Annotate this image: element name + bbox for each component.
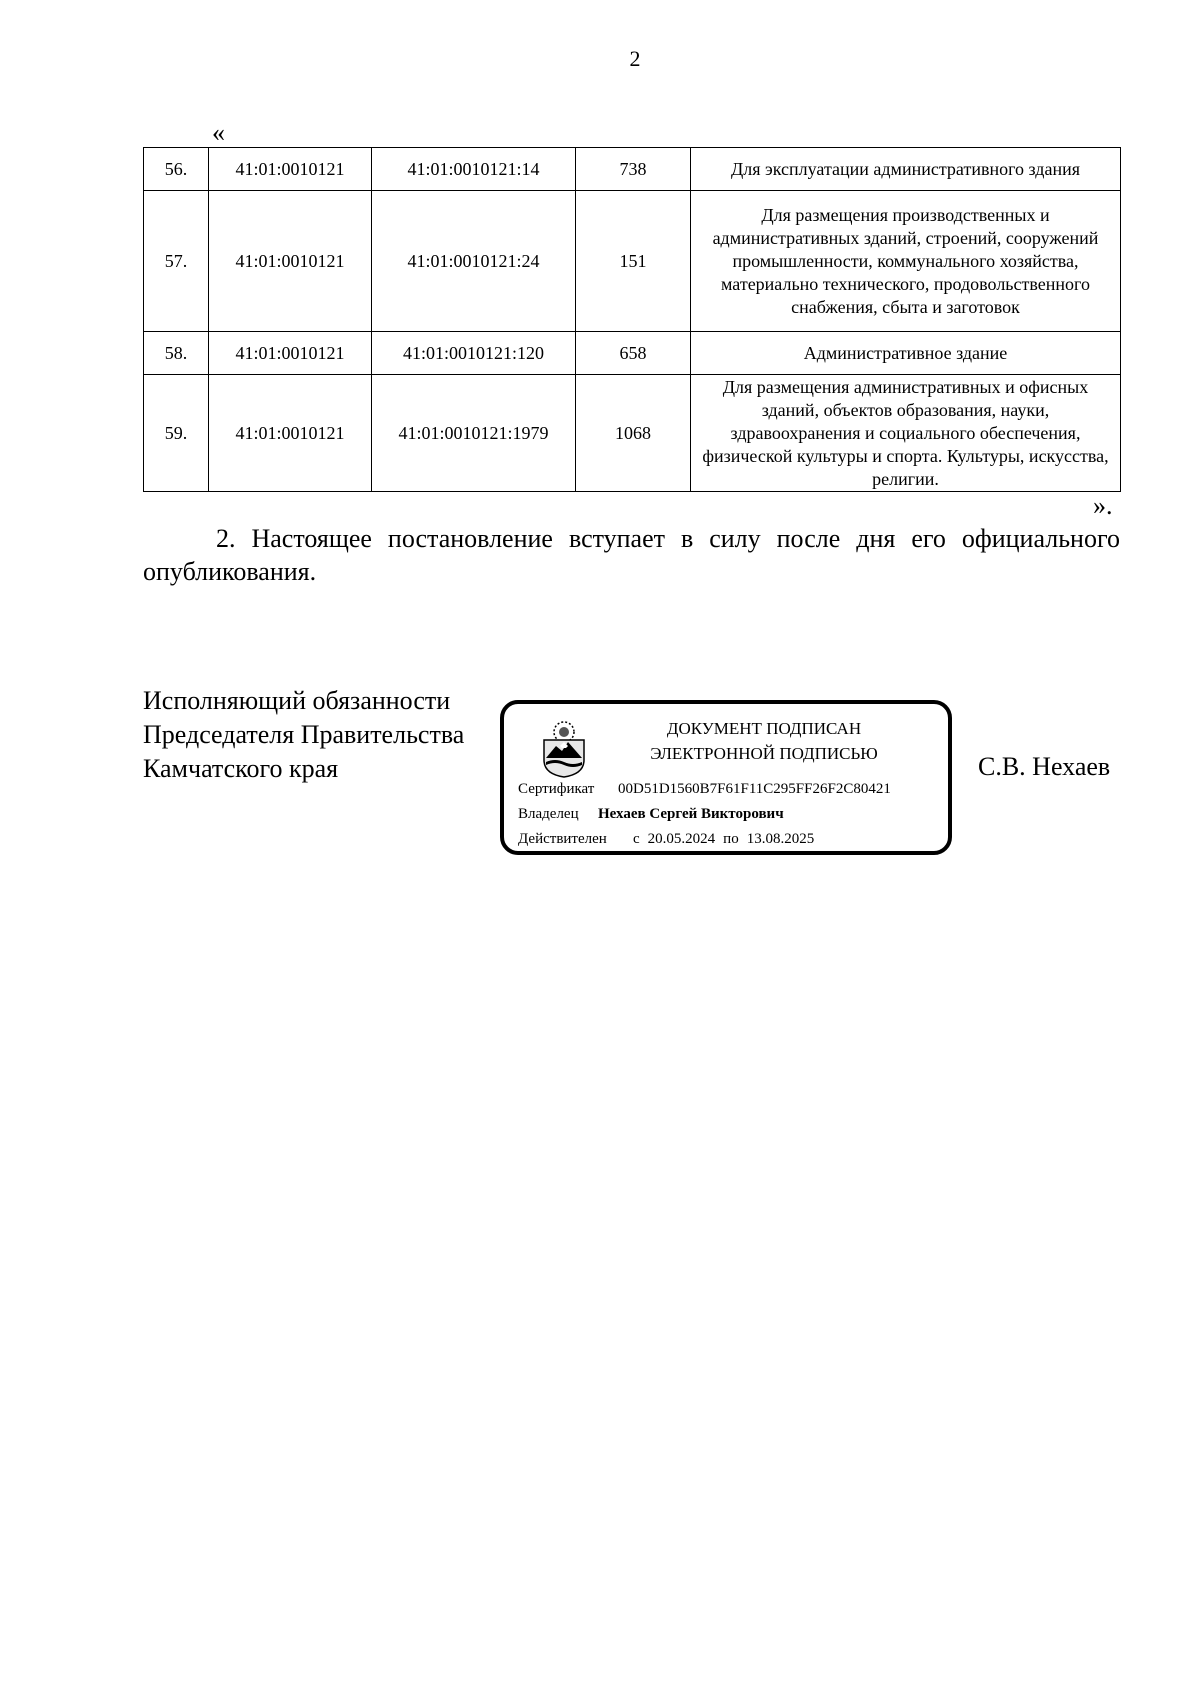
permitted-use: Для размещения производственных и административных зданий, строений, сооружений промышленности, коммунального хозяйства, материально технического, продовольственного снабжения, сбыта и заготовок [691, 191, 1121, 332]
validity-row [518, 831, 822, 848]
effective-date-paragraph: 2. Настоящее постановление вступает в силу после дня его официального опубликования. [143, 524, 1120, 586]
signatory-title-line: Председателя Правительства [143, 720, 465, 749]
permitted-use: Административное здание [691, 332, 1121, 375]
cadastral-number: 41:01:0010121:1979 [372, 375, 576, 492]
signer-name: С.В. Нехаев [978, 752, 1111, 781]
row-number: 56. [144, 148, 209, 191]
stamp-heading-line: ДОКУМЕНТ ПОДПИСАН [666, 719, 862, 738]
cadastral-number: 41:01:0010121:24 [372, 191, 576, 332]
stamp-heading-line: ЭЛЕКТРОННОЙ ПОДПИСЬЮ [650, 744, 878, 763]
owner-row [518, 806, 784, 823]
row-number: 57. [144, 191, 209, 332]
cadastral-quarter: 41:01:0010121 [209, 332, 372, 375]
parcel-area: 738 [576, 148, 691, 191]
certificate-row [518, 781, 891, 798]
cadastral-number: 41:01:0010121:120 [372, 332, 576, 375]
land-parcels-table [143, 147, 1121, 492]
cadastral-quarter: 41:01:0010121 [209, 375, 372, 492]
opening-quote: « [212, 118, 225, 147]
table-row [144, 332, 1121, 375]
valid-to-date: 13.08.2025 [746, 831, 815, 847]
parcel-area: 151 [576, 191, 691, 332]
valid-from-prefix: с [633, 831, 640, 847]
table-row [144, 148, 1121, 191]
table-row [144, 191, 1121, 332]
validity-label: Действителен [518, 831, 607, 847]
signatory-title-line: Исполняющий обязанности [143, 686, 451, 715]
row-number: 59. [144, 375, 209, 492]
valid-to-prefix: по [723, 831, 739, 847]
parcel-area: 1068 [576, 375, 691, 492]
kamchatka-emblem-icon [540, 718, 588, 778]
row-number: 58. [144, 332, 209, 375]
signatory-title [143, 684, 464, 786]
stamp-heading [584, 716, 944, 766]
page-number: 2 [629, 46, 641, 71]
owner-value: Нехаев Сергей Викторович [598, 806, 784, 822]
valid-from-date: 20.05.2024 [647, 831, 716, 847]
closing-quote: ». [1093, 491, 1113, 520]
table-row [144, 375, 1121, 492]
cadastral-quarter: 41:01:0010121 [209, 148, 372, 191]
certificate-value: 00D51D1560B7F61F11C295FF26F2C80421 [618, 781, 891, 797]
electronic-signature-stamp [500, 700, 952, 855]
permitted-use: Для эксплуатации административного здания [691, 148, 1121, 191]
owner-label: Владелец [518, 806, 579, 822]
cadastral-quarter: 41:01:0010121 [209, 191, 372, 332]
parcel-area: 658 [576, 332, 691, 375]
signatory-title-line: Камчатского края [143, 754, 339, 783]
cadastral-number: 41:01:0010121:14 [372, 148, 576, 191]
permitted-use: Для размещения административных и офисных зданий, объектов образования, науки, здравоохранения и социального обеспечения, физической культуры и спорта. Культуры, искусства, религии. [691, 375, 1121, 492]
certificate-label: Сертификат [518, 781, 595, 797]
